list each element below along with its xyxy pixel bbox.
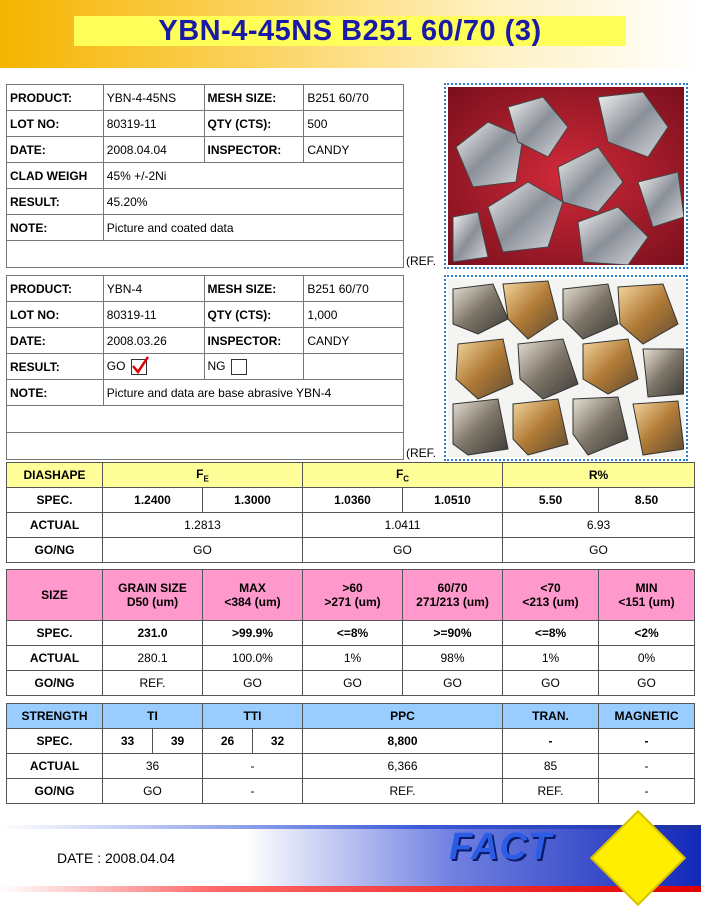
fe-letter: F (196, 466, 204, 481)
strength-header: STRENGTH (7, 704, 103, 729)
actual-label: ACTUAL (7, 646, 103, 671)
gong-cell: GO (303, 538, 503, 563)
result-ng (204, 354, 304, 380)
actual-cell: - (599, 754, 695, 779)
spec-cell: - (599, 729, 695, 754)
col-title: GRAIN SIZE (118, 581, 187, 595)
base-info-table (6, 275, 404, 460)
lot-value: 80319-11 (103, 302, 204, 328)
gong-cell: GO (103, 779, 203, 804)
result-go (103, 354, 204, 380)
note-label: NOTE: (7, 380, 104, 406)
inspector-value: CANDY (304, 137, 404, 163)
spec-cell: <2% (599, 621, 695, 646)
clad-label: CLAD WEIGH (7, 163, 104, 189)
result-value: 45.20% (103, 189, 403, 215)
actual-cell: 1.0411 (303, 513, 503, 538)
coated-sample-photo (444, 83, 688, 269)
tti-header: TTI (203, 704, 303, 729)
gong-cell: GO (303, 671, 403, 696)
spec-cell: 231.0 (103, 621, 203, 646)
gong-cell: REF. (503, 779, 599, 804)
mesh-value: B251 60/70 (304, 276, 404, 302)
actual-cell: 280.1 (103, 646, 203, 671)
date-value: 2008.04.04 (103, 137, 204, 163)
size-col-header (103, 570, 203, 621)
size-col-header (303, 570, 403, 621)
coated-info-table (6, 84, 404, 268)
spec-cell: 32 (253, 729, 303, 754)
spec-cell: 1.3000 (203, 488, 303, 513)
go-checkbox (131, 359, 147, 375)
blank-cell (304, 354, 404, 380)
col-title: 60/70 (437, 581, 468, 595)
size-col-header (599, 570, 695, 621)
footer-date: DATE : 2008.04.04 (57, 850, 176, 866)
spec-label: SPEC. (7, 488, 103, 513)
inspector-value: CANDY (304, 328, 404, 354)
gong-cell: GO (203, 671, 303, 696)
product-label: PRODUCT: (7, 276, 104, 302)
lot-label: LOT NO: (7, 302, 104, 328)
fe-subscript: E (203, 474, 209, 484)
size-header: SIZE (7, 570, 103, 621)
actual-cell: 36 (103, 754, 203, 779)
actual-cell: 6,366 (303, 754, 503, 779)
col-subtitle: <151 (um) (618, 595, 675, 609)
lot-label: LOT NO: (7, 111, 104, 137)
result-label: RESULT: (7, 189, 104, 215)
spec-label: SPEC. (7, 621, 103, 646)
actual-cell: 98% (403, 646, 503, 671)
date-label: DATE: (7, 137, 104, 163)
gong-label: GO/NG (7, 671, 103, 696)
actual-cell: 100.0% (203, 646, 303, 671)
size-table (6, 569, 695, 696)
actual-cell: - (203, 754, 303, 779)
ppc-header: PPC (303, 704, 503, 729)
photo-ref-label: (REF. (406, 254, 436, 268)
size-col-header (503, 570, 599, 621)
checkmark-icon (131, 356, 149, 374)
inspector-label: INSPECTOR: (204, 328, 304, 354)
product-value: YBN-4-45NS (103, 85, 204, 111)
spec-cell: <=8% (303, 621, 403, 646)
spec-cell: >=90% (403, 621, 503, 646)
gong-cell: GO (599, 671, 695, 696)
size-col-header (403, 570, 503, 621)
col-subtitle: D50 (um) (126, 595, 179, 609)
actual-label: ACTUAL (7, 513, 103, 538)
ti-header: TI (103, 704, 203, 729)
col-title: MAX (239, 581, 266, 595)
spec-cell: 1.0360 (303, 488, 403, 513)
gong-label: GO/NG (7, 779, 103, 804)
spec-cell: 8.50 (599, 488, 695, 513)
gong-cell: - (599, 779, 695, 804)
product-value: YBN-4 (103, 276, 204, 302)
ng-checkbox (231, 359, 247, 375)
date-value: 2008.03.26 (103, 328, 204, 354)
gong-cell: REF. (303, 779, 503, 804)
note-value: Picture and coated data (103, 215, 403, 241)
spec-cell: 33 (103, 729, 153, 754)
size-col-header (203, 570, 303, 621)
qty-value: 1,000 (304, 302, 404, 328)
spec-cell: 39 (153, 729, 203, 754)
col-title: >60 (342, 581, 363, 595)
strength-table (6, 703, 695, 804)
qty-label: QTY (CTS): (204, 302, 304, 328)
ng-label: NG (207, 358, 226, 373)
spec-cell: 26 (203, 729, 253, 754)
col-subtitle: <213 (um) (522, 595, 579, 609)
spec-cell: 8,800 (303, 729, 503, 754)
tran-header: TRAN. (503, 704, 599, 729)
col-subtitle: 271/213 (um) (416, 595, 489, 609)
mesh-label: MESH SIZE: (204, 85, 304, 111)
actual-cell: 6.93 (503, 513, 695, 538)
spec-cell: 5.50 (503, 488, 599, 513)
go-label: GO (106, 358, 126, 373)
blank-row (7, 241, 404, 268)
actual-cell: 0% (599, 646, 695, 671)
mesh-label: MESH SIZE: (204, 276, 304, 302)
spec-cell: 1.0510 (403, 488, 503, 513)
gong-cell: GO (403, 671, 503, 696)
spec-cell: >99.9% (203, 621, 303, 646)
gong-cell: GO (103, 538, 303, 563)
footer-red-line (0, 886, 701, 892)
result-label: RESULT: (7, 354, 104, 380)
gong-cell: - (203, 779, 303, 804)
actual-cell: 1.2813 (103, 513, 303, 538)
r-header: R% (503, 463, 695, 488)
note-value: Picture and data are base abrasive YBN-4 (103, 380, 403, 406)
lot-value: 80319-11 (103, 111, 204, 137)
col-subtitle: <384 (um) (224, 595, 281, 609)
qty-label: QTY (CTS): (204, 111, 304, 137)
actual-cell: 1% (303, 646, 403, 671)
gong-cell: GO (503, 538, 695, 563)
fc-letter: F (395, 466, 404, 481)
actual-label: ACTUAL (7, 754, 103, 779)
mesh-value: B251 60/70 (304, 85, 404, 111)
fc-subscript: C (403, 474, 410, 484)
fe-header (103, 463, 303, 488)
photo-ref-label: (REF. (406, 446, 436, 460)
fact-logo: FACT (449, 826, 553, 868)
diashape-header: DIASHAPE (7, 463, 103, 488)
magnetic-header: MAGNETIC (599, 704, 695, 729)
gong-cell: GO (503, 671, 599, 696)
fc-header (303, 463, 503, 488)
product-label: PRODUCT: (7, 85, 104, 111)
note-label: NOTE: (7, 215, 104, 241)
clad-value: 45% +/-2Ni (103, 163, 403, 189)
date-label: DATE: (7, 328, 104, 354)
spec-cell: - (503, 729, 599, 754)
qty-value: 500 (304, 111, 404, 137)
gong-label: GO/NG (7, 538, 103, 563)
col-title: <70 (540, 581, 561, 595)
inspector-label: INSPECTOR: (204, 137, 304, 163)
col-title: MIN (635, 581, 658, 595)
base-sample-photo (444, 275, 688, 461)
diashape-table (6, 462, 695, 563)
spec-label: SPEC. (7, 729, 103, 754)
gong-cell: REF. (103, 671, 203, 696)
blank-row (7, 406, 404, 433)
spec-cell: <=8% (503, 621, 599, 646)
page-title: YBN-4-45NS B251 60/70 (3) (158, 15, 542, 47)
blank-row (7, 433, 404, 460)
actual-cell: 85 (503, 754, 599, 779)
col-subtitle: >271 (um) (324, 595, 381, 609)
actual-cell: 1% (503, 646, 599, 671)
spec-cell: 1.2400 (103, 488, 203, 513)
